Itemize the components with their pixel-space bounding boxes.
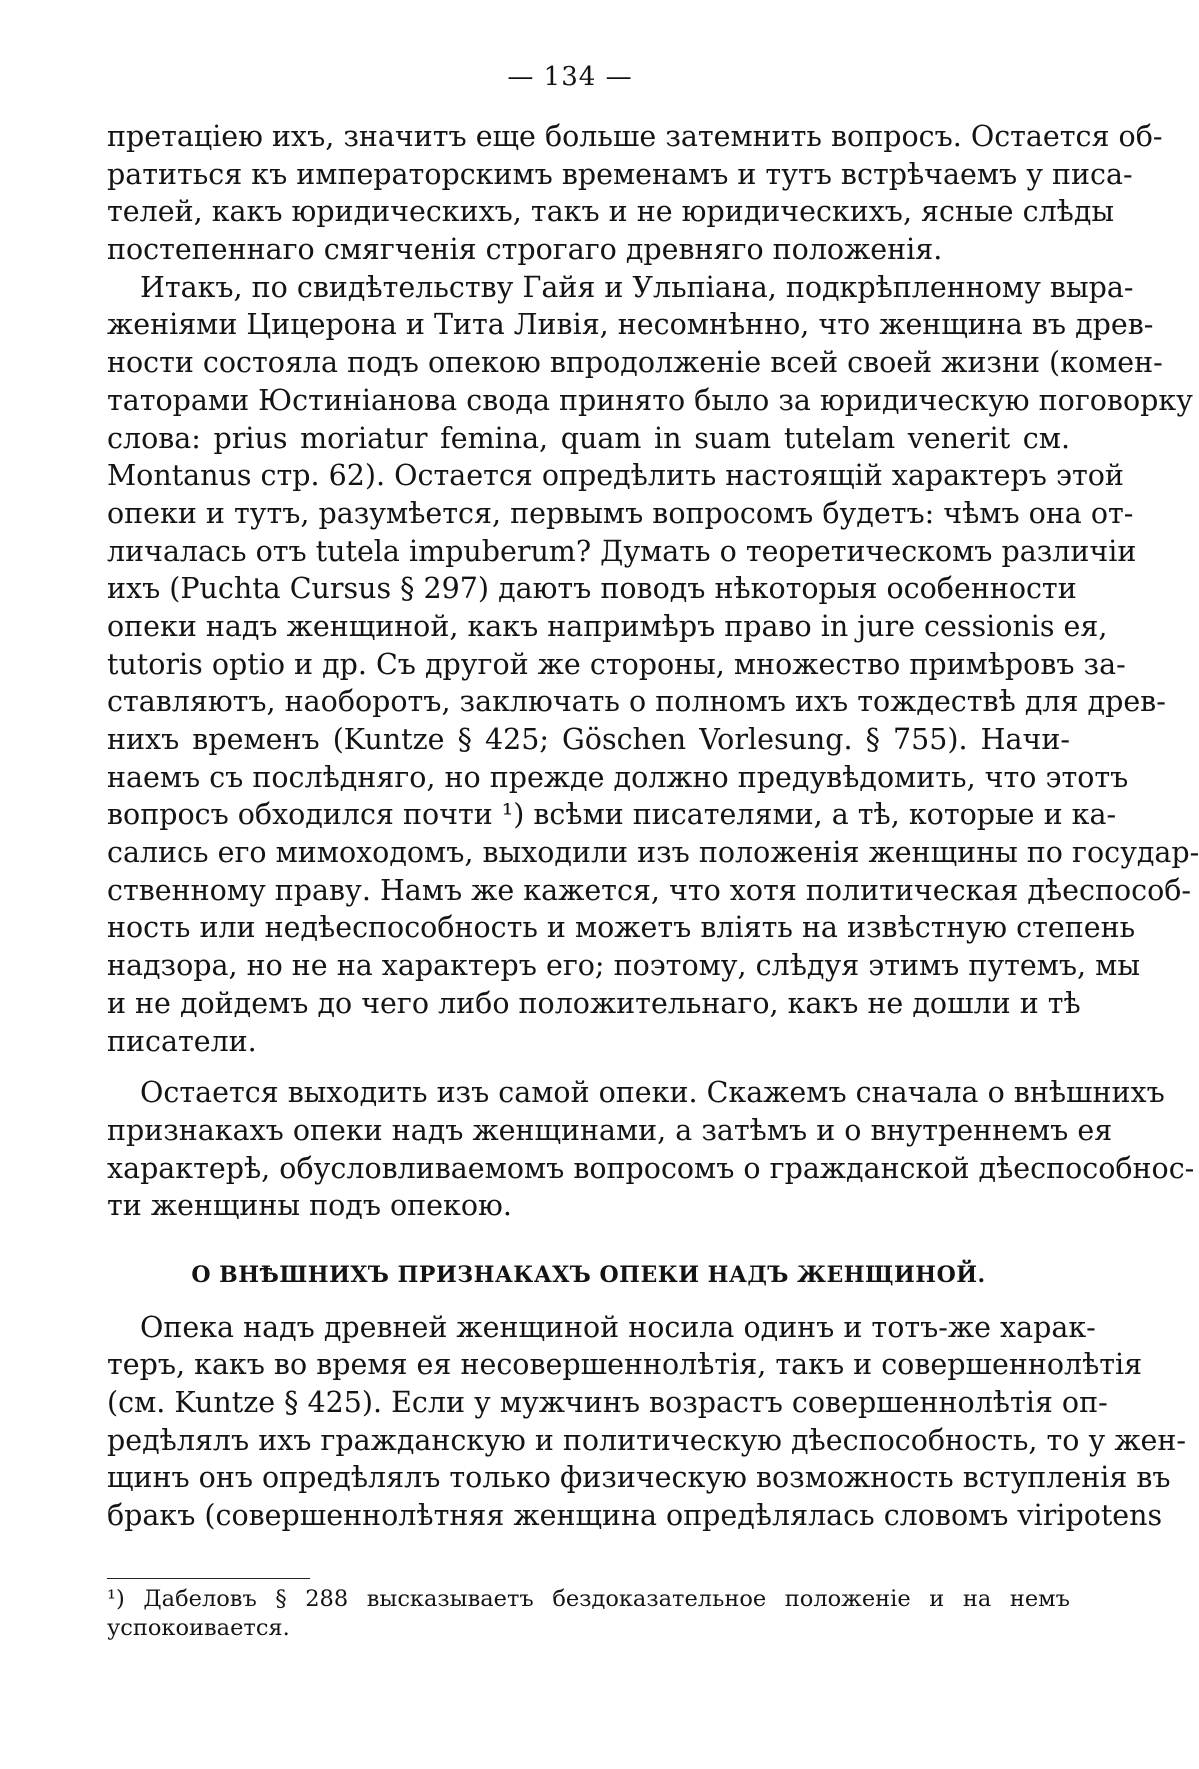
text-line: личалась отъ tutela impuberum? Думать о теоретическомъ различіи [107,534,1137,568]
text-line: претаціею ихъ, значитъ еще больше затемнить вопросъ. Остается об- [107,120,1163,153]
text-line: сались его мимоходомъ, выходили изъ положенія женщины по государ- [107,836,1199,870]
text-line: и не дойдемъ до чего либо положительнаго, какъ не дошли и тѣ [107,986,1081,1020]
body-text [107,118,1199,1535]
footnote-divider [107,1578,310,1579]
footnote [107,1585,1070,1643]
text-line: Остается выходить изъ самой опеки. Скажемъ сначала о внѣшнихъ [140,1076,1165,1110]
text-line: нихъ временъ (Kuntze § 425; Göschen Vorlesung. § 755). Начи- [107,723,1070,756]
text-line: tutoris optio и др. Съ другой же стороны, множество примѣровъ за- [107,647,1126,681]
page-number: — 134 — [507,62,633,92]
text-line: таторами Юстиніанова свода принято было за юридическую поговорку [107,383,1193,417]
text-line: ратиться къ императорскимъ временамъ и тутъ встрѣчаемъ у писа- [107,157,1133,191]
text-line: характерѣ, обусловливаемомъ вопросомъ о гражданской дѣеспособнос- [107,1151,1195,1185]
text-line: слова: prius moriatur femina, quam in suam tutelam venerit см. [107,421,1070,455]
footnote-line: ¹) Дабеловъ § 288 высказываетъ бездоказательное положеніе и на немъ [107,1586,1070,1612]
text-line: Опека надъ древней женщиной носила одинъ и тотъ-же харак- [140,1310,1096,1344]
text-line: наемъ съ послѣдняго, но прежде должно предувѣдомить, что этотъ [107,760,1129,794]
text-line: опеки надъ женщиной, какъ напримѣръ право in jure cessionis ея, [107,609,1108,643]
text-line: женіями Цицерона и Тита Ливія, несомнѣнно, что женщина въ древ- [107,308,1154,342]
text-line: бракъ (совершеннолѣтняя женщина опредѣлялась словомъ viripotens [107,1499,1163,1533]
text-line: ставляютъ, наоборотъ, заключать о полномъ ихъ тождествѣ для древ- [107,685,1166,719]
footnote-line: успокоивается. [107,1615,290,1641]
text-line: (см. Kuntze § 425). Если у мужчинъ возрастъ совершеннолѣтія оп- [107,1386,1108,1419]
text-line: ственному праву. Намъ же кажется, что хотя политическая дѣеспособ- [107,873,1192,907]
text-line: ихъ (Puchta Cursus § 297) даютъ поводъ нѣкоторыя особенности [107,572,1077,606]
text-line: писатели. [107,1024,257,1058]
text-line: ности состояла подъ опекою впродолженіе всей своей жизни (комен- [107,346,1163,380]
text-line: телей, какъ юридическихъ, такъ и не юридическихъ, ясные слѣды [107,195,1115,229]
text-line: Итакъ, по свидѣтельству Гайя и Ульпіана, подкрѣпленному выра- [140,270,1134,304]
section-heading: О ВНѢШНИХЪ ПРИЗНАКАХЪ ОПЕКИ НАДЪ ЖЕНЩИНОЙ. [191,1261,986,1288]
text-line: надзора, но не на характеръ его; поэтому, слѣдуя этимъ путемъ, мы [107,949,1141,983]
text-line: опеки и тутъ, разумѣется, первымъ вопросомъ будетъ: чѣмъ она от- [107,496,1134,530]
text-line: вопросъ обходился почти ¹) всѣми писателями, а тѣ, которые и ка- [107,798,1117,832]
text-line: теръ, какъ во время ея несовершеннолѣтія, такъ и совершеннолѣтія [107,1348,1143,1382]
text-line: постепеннаго смягченія строгаго древняго положенія. [107,233,943,267]
text-line: ти женщины подъ опекою. [107,1189,512,1223]
text-line: ность или недѣеспособность и можетъ вліять на извѣстную степень [107,911,1136,945]
text-line: щинъ онъ опредѣлялъ только физическую возможность вступленія въ [107,1461,1171,1495]
text-line: Montanus стр. 62). Остается опредѣлить настоящій характеръ этой [107,459,1124,493]
text-line: признакахъ опеки надъ женщинами, а затѣмъ и о внутреннемъ ея [107,1113,1113,1147]
text-line: редѣлялъ ихъ гражданскую и политическую дѣеспособность, то у жен- [107,1423,1187,1457]
